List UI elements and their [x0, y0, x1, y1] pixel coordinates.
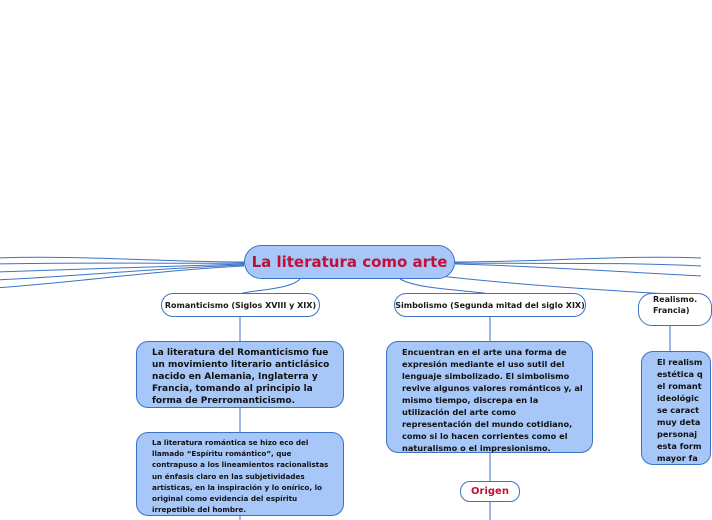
- root-topic-label: La literatura como arte: [251, 253, 448, 271]
- note-realismo-line: muy deta: [657, 417, 701, 427]
- topic-realismo-label-1: Realismo.: [653, 295, 698, 304]
- topic-romanticismo[interactable]: [161, 293, 320, 317]
- root-topic[interactable]: [244, 245, 455, 279]
- topic-simbolismo-label: Simbolismo (Segunda mitad del siglo XIX): [395, 300, 585, 310]
- note-realismo-line: esta form: [657, 441, 702, 451]
- note-simbolismo-text: Encuentran en el arte una forma de expresión mediante el uso sutil del lenguaje simbolizado. El simbolismo revive algunos valores románticos y, al mismo tiempo, discrepa en la utilización del arte como representación del mundo cotidiano, como si lo hacen corrientes como el naturalismo o el impresionismo.: [402, 347, 583, 453]
- note-realismo-line: se caract: [657, 405, 699, 415]
- note-realismo-line: personaj: [657, 429, 698, 439]
- note-romanticismo-origen-text: La literatura del Romanticismo fue un movimiento literario anticlásico nacido en Alemania, Inglaterra y Francia, tomando al principio la forma de Prerromanticismo.: [152, 348, 330, 406]
- note-realismo-line: mayor fa: [657, 453, 698, 463]
- topic-simbolismo[interactable]: [394, 293, 586, 317]
- note-realismo-line: ideológic: [657, 393, 699, 403]
- note-realismo[interactable]: [641, 351, 711, 465]
- subtopic-origen[interactable]: [460, 481, 520, 502]
- topic-realismo-label-2: Francia): [653, 306, 690, 315]
- note-romanticismo-espiritu[interactable]: [136, 432, 344, 516]
- topic-romanticismo-label: Romanticismo (Siglos XVIII y XIX): [164, 300, 317, 310]
- note-realismo-line: estética q: [657, 369, 703, 379]
- subtopic-origen-label: Origen: [471, 486, 509, 497]
- note-romanticismo-origen[interactable]: [136, 341, 344, 408]
- note-simbolismo[interactable]: [386, 341, 593, 453]
- note-realismo-line: El realism: [657, 357, 703, 367]
- topic-realismo[interactable]: [638, 293, 712, 326]
- note-realismo-line: el romant: [657, 381, 702, 391]
- note-romanticismo-espiritu-text: La literatura romántica se hizo eco del llamado “Espíritu romántico”, que contrapuso a los lineamientos racionalistas un énfasis claro en las subjetividades artísticas, en la inspiración y lo onírico, lo original como evidencia del espíritu irrepetible del hombre.: [152, 438, 329, 515]
